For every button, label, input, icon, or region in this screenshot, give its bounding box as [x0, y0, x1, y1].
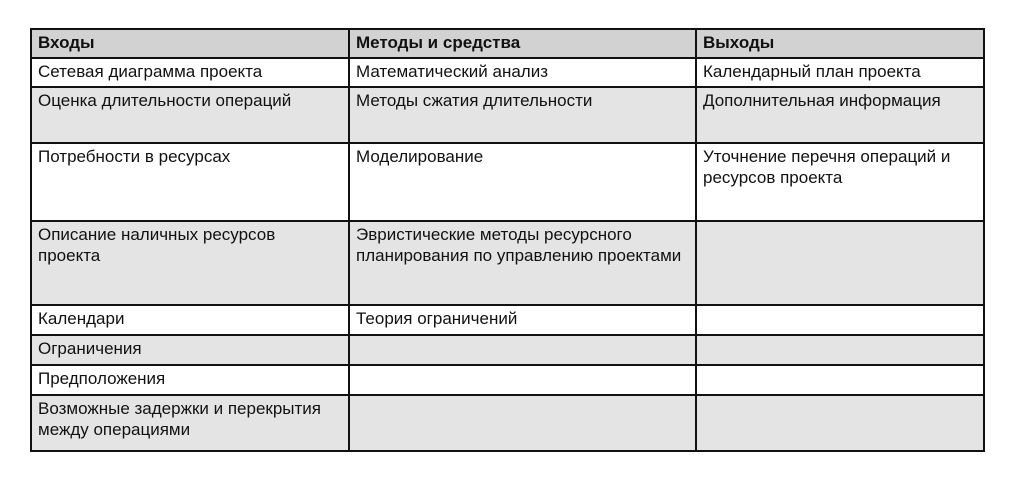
cell-output [696, 335, 984, 365]
cell-output: Дополнительная информация [696, 87, 984, 143]
table-row [31, 58, 984, 87]
cell-input: Сетевая диаграмма проекта [31, 58, 349, 87]
cell-input: Оценка длительности операций [31, 87, 349, 143]
cell-output [696, 221, 984, 305]
header-outputs: Выходы [696, 29, 984, 58]
cell-output [696, 305, 984, 335]
cell-method: Моделирование [349, 143, 696, 221]
table-row [31, 87, 984, 143]
cell-method [349, 395, 696, 451]
cell-input: Ограничения [31, 335, 349, 365]
table-row [31, 365, 984, 395]
cell-method: Теория ограничений [349, 305, 696, 335]
cell-method: Эвристические методы ресурсного планирования по управлению проектами [349, 221, 696, 305]
cell-input: Предположения [31, 365, 349, 395]
cell-output [696, 395, 984, 451]
cell-method: Математический анализ [349, 58, 696, 87]
cell-method: Методы сжатия длительности [349, 87, 696, 143]
cell-output [696, 365, 984, 395]
table-row [31, 143, 984, 221]
cell-input: Возможные задержки и перекрытия между операциями [31, 395, 349, 451]
cell-output: Календарный план проекта [696, 58, 984, 87]
table-row [31, 335, 984, 365]
cell-output: Уточнение перечня операций и ресурсов проекта [696, 143, 984, 221]
header-inputs: Входы [31, 29, 349, 58]
table-row [31, 395, 984, 451]
process-table [30, 28, 985, 452]
cell-input: Описание наличных ресурсов проекта [31, 221, 349, 305]
header-methods-tools: Методы и средства [349, 29, 696, 58]
cell-method [349, 335, 696, 365]
table-row [31, 305, 984, 335]
cell-input: Потребности в ресурсах [31, 143, 349, 221]
table-row [31, 221, 984, 305]
header-row [31, 29, 984, 58]
cell-input: Календари [31, 305, 349, 335]
cell-method [349, 365, 696, 395]
